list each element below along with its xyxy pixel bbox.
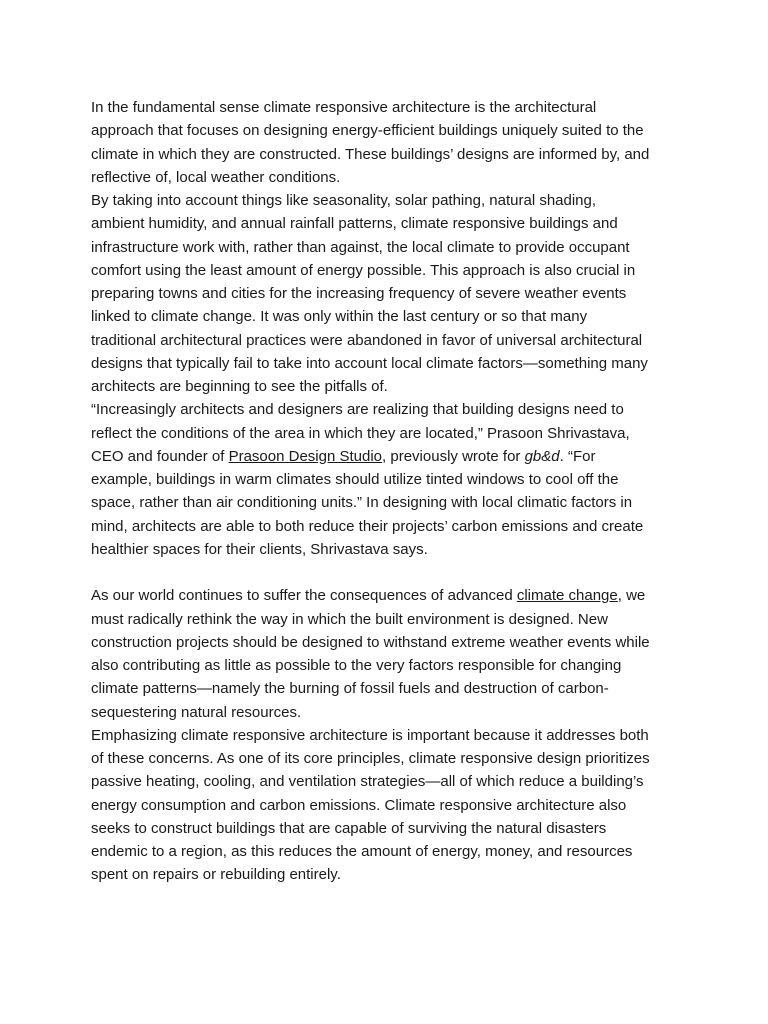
text-line: seeks to construct buildings that are capable of surviving the natural disasters <box>91 819 607 837</box>
text-line: In the fundamental sense climate responsive architecture is the architectural <box>91 99 597 116</box>
text-line: construction projects should be designed to withstand extreme weather events while <box>91 633 650 651</box>
text-line: mind, architects are able to both reduce their projects’ carbon emissions and create <box>91 517 644 535</box>
text-line: designs that typically fail to take into account local climate factors—something many <box>91 354 648 372</box>
text-line: By taking into account things like seasonality, solar pathing, natural shading, <box>91 192 597 209</box>
paragraph-intro <box>91 96 691 189</box>
text-line: Emphasizing climate responsive architecture is important because it addresses both <box>91 726 649 744</box>
text-line: traditional architectural practices were abandoned in favor of universal architectural <box>91 331 643 349</box>
text-segment: , we <box>617 587 646 605</box>
text-line: architects are beginning to see the pitfalls of. <box>91 378 388 395</box>
text-line: “Increasingly architects and designers are realizing that building designs need to <box>91 401 624 419</box>
climate-change-link[interactable]: climate change <box>516 587 618 605</box>
text-line: ambient humidity, and annual rainfall patterns, climate responsive buildings and <box>91 215 618 233</box>
text-line: endemic to a region, as this reduces the amount of energy, money, and resources <box>91 843 633 860</box>
paragraph-seasonality <box>91 189 691 398</box>
text-line: preparing towns and cities for the increasing frequency of severe weather events <box>91 285 627 302</box>
text-segment: As our world continues to suffer the consequences of advanced <box>91 587 517 605</box>
text-line: passive heating, cooling, and ventilation strategies—all of which reduce a building’s <box>91 773 644 791</box>
text-line: reflective of, local weather conditions. <box>91 168 341 186</box>
text-line: infrastructure work with, rather than against, the local climate to provide occupant <box>91 238 630 256</box>
text-line: comfort using the least amount of energy possible. This approach is also crucial in <box>91 261 636 279</box>
text-line: linked to climate change. It was only within the last century or so that many <box>91 308 588 326</box>
text-line: of these concerns. As one of its core principles, climate responsive design prioritizes <box>91 750 650 767</box>
paragraph-quote <box>91 398 691 561</box>
text-line: healthier spaces for their clients, Shrivastava says. <box>91 540 428 558</box>
text-segment: CEO and founder of <box>91 447 229 465</box>
publication-name: gb&d <box>524 447 560 465</box>
paragraph-spacer <box>91 561 691 584</box>
paragraph-emphasizing <box>91 724 691 887</box>
text-line-with-link <box>91 584 691 607</box>
text-line: climate patterns—namely the burning of fossil fuels and destruction of carbon- <box>91 680 609 698</box>
text-line: approach that focuses on designing energy-efficient buildings uniquely suited to the <box>91 122 644 140</box>
document-body <box>91 96 691 887</box>
text-line: example, buildings in warm climates should utilize tinted windows to cool off the <box>91 471 619 488</box>
text-segment: , previously wrote for <box>382 447 525 465</box>
text-line: climate in which they are constructed. These buildings’ designs are informed by, and <box>91 145 650 163</box>
text-line: spent on repairs or rebuilding entirely. <box>91 866 341 884</box>
text-line: sequestering natural resources. <box>91 703 302 721</box>
text-line: reflect the conditions of the area in which they are located,” Prasoon Shrivastava, <box>91 424 630 442</box>
text-segment: . “For <box>559 447 596 465</box>
text-line: space, rather than air conditioning units.” In designing with local climatic factors in <box>91 494 633 512</box>
prasoon-design-studio-link[interactable]: Prasoon Design Studio <box>228 447 383 465</box>
text-line: energy consumption and carbon emissions. Climate responsive architecture also <box>91 796 627 814</box>
paragraph-climate-change <box>91 584 691 724</box>
text-line: must radically rethink the way in which the built environment is designed. New <box>91 610 608 628</box>
text-line-with-link <box>91 445 691 468</box>
text-line: also contributing as little as possible to the very factors responsible for changing <box>91 657 622 674</box>
